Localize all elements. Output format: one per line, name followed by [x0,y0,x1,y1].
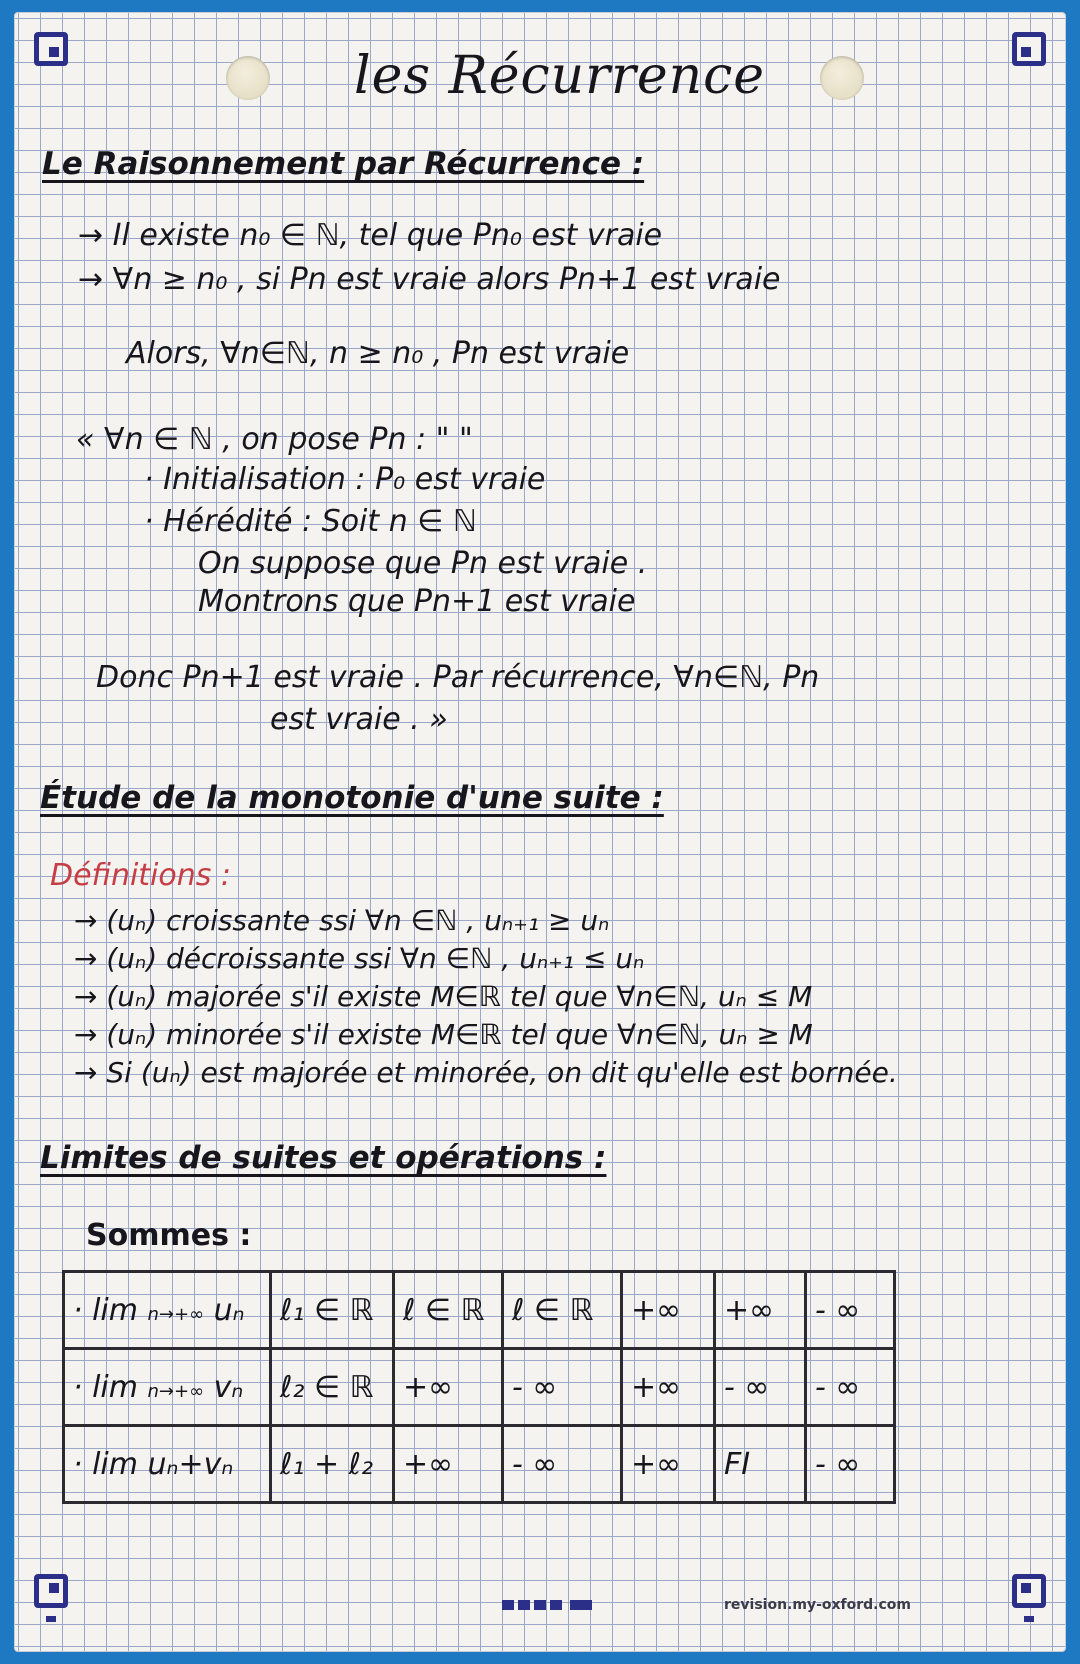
footer-mark [550,1600,562,1610]
template-donc: Donc Pn+1 est vraie . Par récurrence, ∀n∈ℕ, Pn [96,660,820,695]
row-header: · lim n→+∞ uₙ [64,1272,271,1349]
table-row [64,1272,895,1349]
section-heading-recurrence: Le Raisonnement par Récurrence : [42,146,645,182]
section-heading-limites: Limites de suites et opérations : [40,1140,607,1176]
footer-mark [502,1600,514,1610]
definition-bornee: → Si (uₙ) est majorée et minorée, on dit qu'elle est bornée. [74,1056,898,1089]
corner-tick-bottom-left [46,1616,56,1622]
table-cell: ℓ ∈ ℝ [394,1272,503,1349]
table-cell: +∞ [622,1272,715,1349]
notebook-page [14,12,1066,1652]
corner-marker-bottom-left [34,1574,68,1608]
row-header: · lim n→+∞ vₙ [64,1349,271,1426]
corner-marker-top-left [34,32,68,66]
table-cell: ℓ₁ + ℓ₂ [271,1426,394,1503]
definition-majoree: → (uₙ) majorée s'il existe M∈ℝ tel que ∀n∈ℕ, uₙ ≤ M [74,980,813,1013]
page-title: les Récurrence [354,46,766,106]
table-row [64,1349,895,1426]
template-intro: « ∀n ∈ ℕ , on pose Pn : " " [76,422,473,457]
definitions-label: Définitions : [50,858,232,893]
table-cell: +∞ [394,1349,503,1426]
table-cell: - ∞ [715,1349,806,1426]
sommes-label: Sommes : [86,1218,252,1253]
template-montrons: Montrons que Pn+1 est vraie [198,584,636,619]
footer-mark [534,1600,546,1610]
section-heading-monotonie: Étude de la monotonie d'une suite : [40,780,664,816]
corner-marker-bottom-right [1012,1574,1046,1608]
template-suppose: On suppose que Pn est vraie . [198,546,648,581]
row-header: · lim uₙ+vₙ [64,1426,271,1503]
table-cell: FI [715,1426,806,1503]
punch-hole-right [820,56,864,100]
table-cell: ℓ₂ ∈ ℝ [271,1349,394,1426]
table-cell: - ∞ [806,1349,895,1426]
table-cell: - ∞ [806,1426,895,1503]
corner-tick-bottom-right [1024,1616,1034,1622]
table-cell: +∞ [622,1426,715,1503]
template-donc-end: est vraie . » [270,702,448,737]
table-cell: +∞ [622,1349,715,1426]
table-cell: - ∞ [503,1349,622,1426]
table-row [64,1426,895,1503]
table-cell: ℓ ∈ ℝ [503,1272,622,1349]
table-cell: - ∞ [806,1272,895,1349]
table-cell: - ∞ [503,1426,622,1503]
recurrence-conclusion: Alors, ∀n∈ℕ, n ≥ n₀ , Pn est vraie [126,336,630,371]
table-cell: +∞ [715,1272,806,1349]
punch-hole-left [226,56,270,100]
template-initialisation: · Initialisation : P₀ est vraie [144,462,546,497]
table-cell: ℓ₁ ∈ ℝ [271,1272,394,1349]
footer-url: revision.my-oxford.com [724,1597,911,1613]
table-cell: +∞ [394,1426,503,1503]
template-heredite: · Hérédité : Soit n ∈ ℕ [144,504,477,539]
definition-decroissante: → (uₙ) décroissante ssi ∀n ∈ℕ , uₙ₊₁ ≤ uₙ [74,942,645,975]
definition-minoree: → (uₙ) minorée s'il existe M∈ℝ tel que ∀n∈ℕ, uₙ ≥ M [74,1018,813,1051]
corner-marker-top-right [1012,32,1046,66]
footer-mark [570,1600,592,1610]
recurrence-condition-1: → Il existe n₀ ∈ ℕ, tel que Pn₀ est vraie [78,218,663,253]
recurrence-condition-2: → ∀n ≥ n₀ , si Pn est vraie alors Pn+1 est vraie [78,262,781,297]
definition-croissante: → (uₙ) croissante ssi ∀n ∈ℕ , uₙ₊₁ ≥ uₙ [74,904,610,937]
limits-sum-table [62,1270,896,1504]
footer-mark [518,1600,530,1610]
